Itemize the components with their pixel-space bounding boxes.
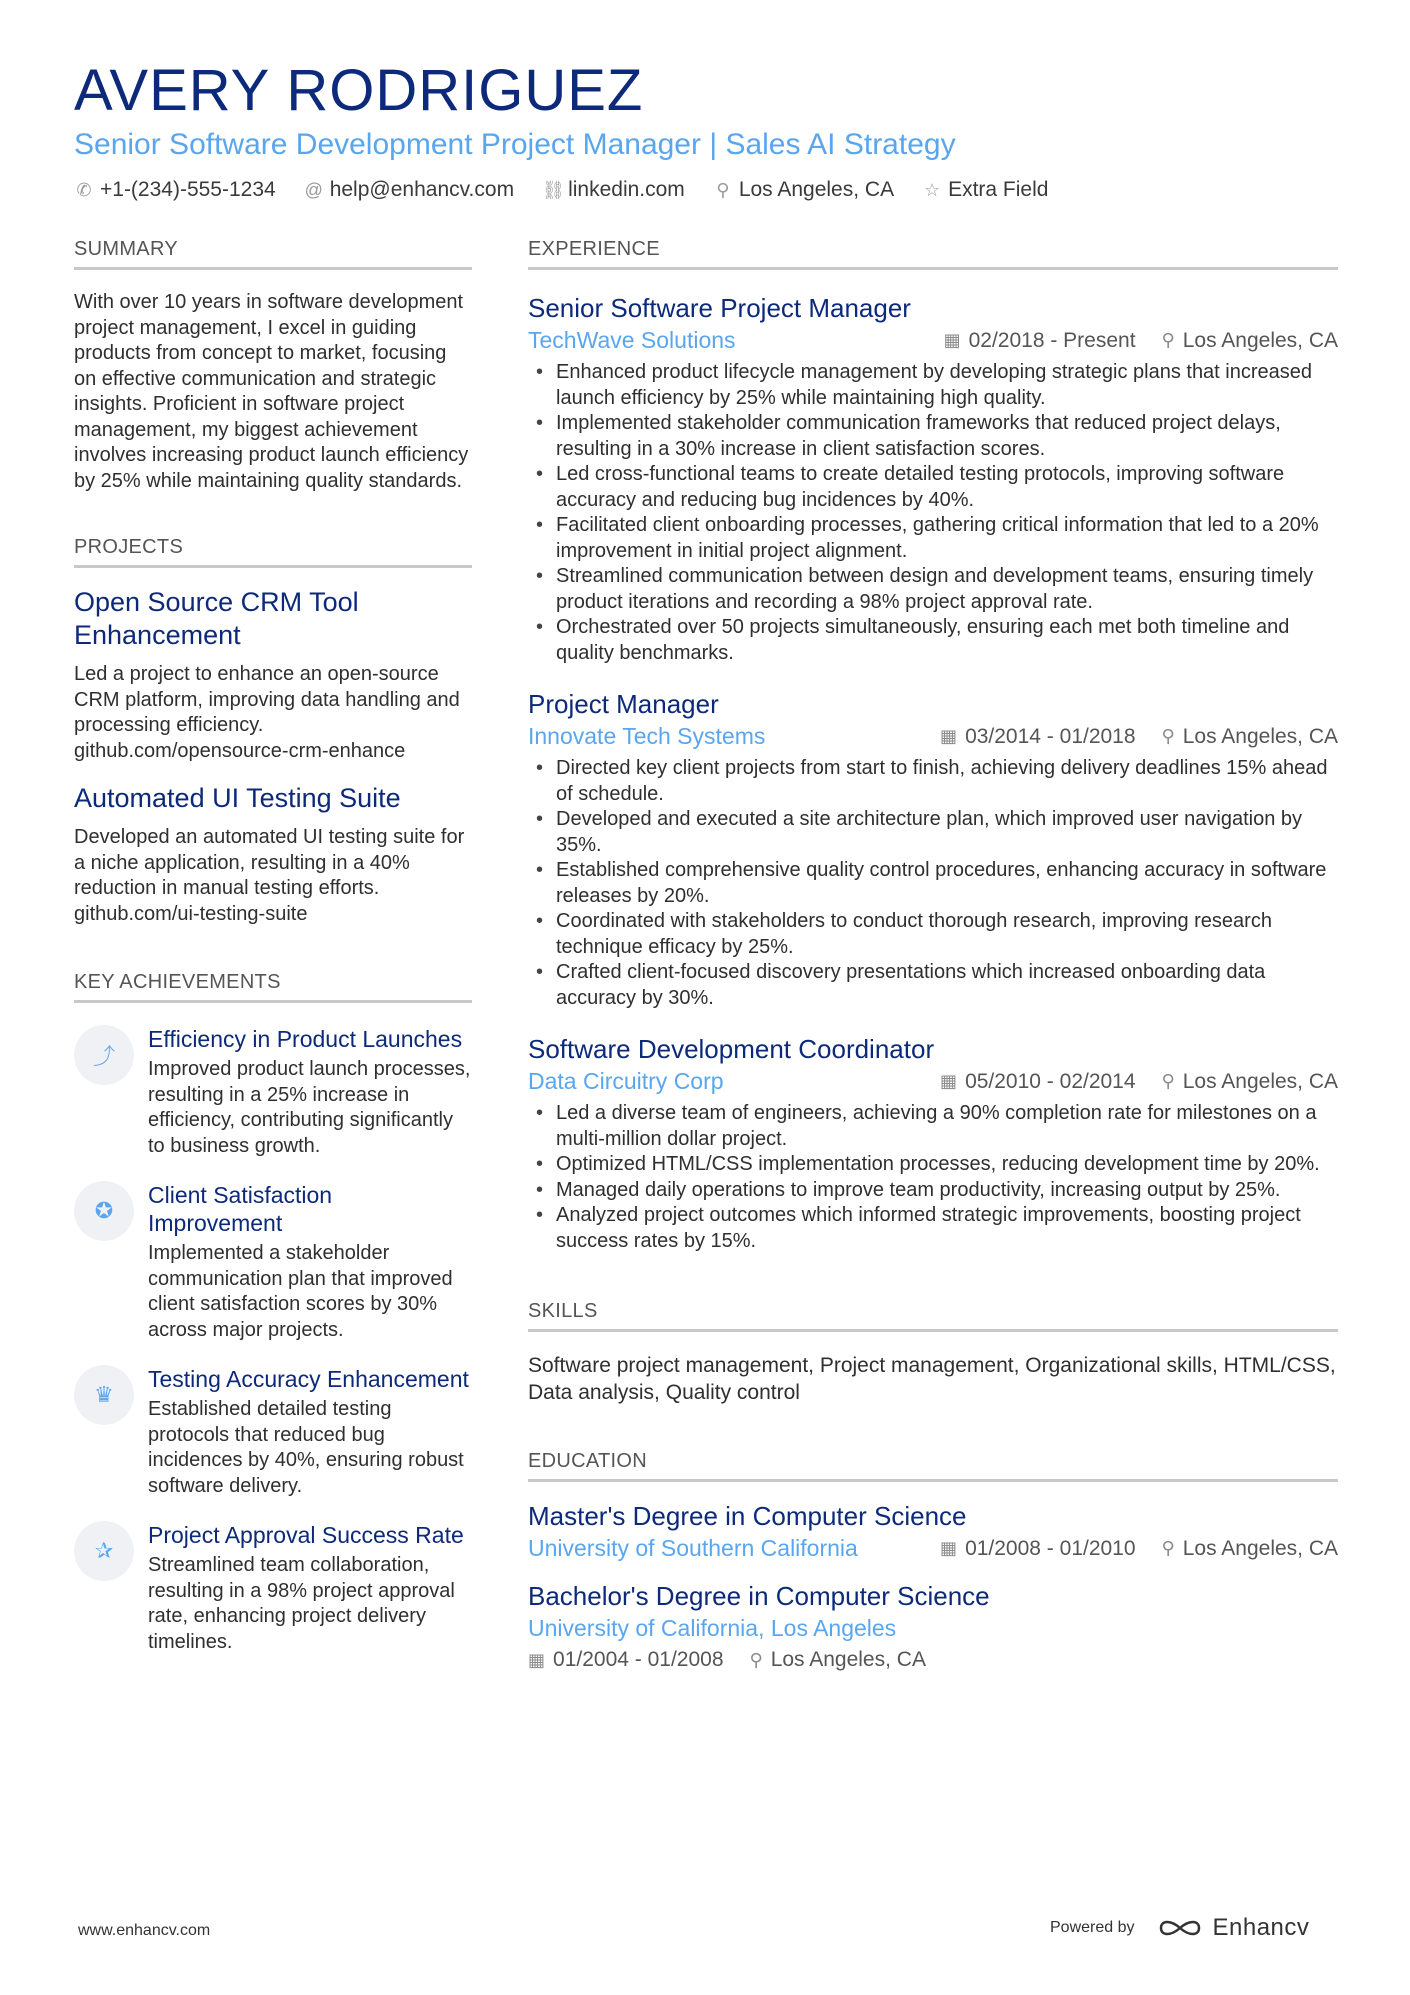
job-location: Los Angeles, CA: [1182, 724, 1338, 748]
project-title: Automated UI Testing Suite: [74, 783, 401, 813]
education-entry: [528, 1500, 1338, 1562]
contact-extra: [922, 178, 1048, 202]
list-item: • Orchestrated over 50 projects simultaneously, ensuring each met both timeline and quality benchmarks.: [528, 615, 1338, 666]
location-pin-icon: ⚲: [1161, 1538, 1175, 1558]
achievement-title: Project Approval Success Rate: [148, 1522, 464, 1548]
candidate-name: AVERY RODRIGUEZ: [74, 58, 644, 123]
job-dates: 03/2014 - 01/2018: [965, 724, 1136, 748]
job-dates: 02/2018 - Present: [968, 328, 1136, 352]
contact-extra-text: Extra Field: [948, 178, 1049, 201]
calendar-icon: ▦: [528, 1649, 546, 1670]
summary-text: With over 10 years in software development project management, I excel in guiding products from concept to market, focusing on effective communication and strategic insights. Proficient in software project management, my biggest achievement involves increasing product launch efficiency by 25% while maintaining quality standards.: [74, 291, 469, 492]
award-ribbon-icon: ✪: [74, 1181, 134, 1241]
footer-branding: [1050, 1914, 1309, 1942]
achievement-item: [74, 1365, 472, 1499]
project-description: Developed an automated UI testing suite for a niche application, resulting in a 40% reduction in manual testing efforts. github.com/ui-testing-suite: [74, 826, 465, 925]
achievement-item: [74, 1025, 472, 1159]
contact-location-text: Los Angeles, CA: [738, 178, 895, 201]
experience-section: [528, 238, 1338, 1254]
section-title-education: EDUCATION: [528, 1450, 1338, 1482]
headline: Senior Software Development Project Manager | Sales AI Strategy: [74, 128, 956, 161]
company-name: TechWave Solutions: [528, 327, 736, 353]
contact-email-text: help@enhancv.com: [329, 178, 515, 201]
list-item: • Analyzed project outcomes which informed strategic improvements, boosting project success rates by 15%.: [528, 1203, 1338, 1254]
skills-text: Software project management, Project management, Organizational skills, HTML/CSS, Data analysis, Quality control: [528, 1354, 1336, 1404]
list-item: • Facilitated client onboarding processes, gathering critical information that led to a 20% improvement in initial project alignment.: [528, 513, 1338, 564]
job-entry: [528, 1033, 1338, 1254]
contact-email[interactable]: [304, 178, 514, 202]
brand-logo[interactable]: [1157, 1914, 1310, 1942]
list-item: • Optimized HTML/CSS implementation processes, reducing development time by 20%.: [528, 1152, 1338, 1178]
location-pin-icon: ⚲: [1161, 726, 1175, 746]
trophy-icon: ♛: [74, 1365, 134, 1425]
trend-arrow-icon: ⤴: [74, 1025, 134, 1085]
school-name: University of California, Los Angeles: [528, 1615, 897, 1641]
skills-section: [528, 1300, 1338, 1406]
job-title: Senior Software Project Manager: [528, 293, 911, 323]
section-title-experience: EXPERIENCE: [528, 238, 1338, 270]
job-dates: 05/2010 - 02/2014: [965, 1069, 1136, 1093]
achievement-description: Improved product launch processes, resulting in a 25% increase in efficiency, contributing significantly to business growth.: [148, 1058, 471, 1157]
job-entry: [528, 292, 1338, 666]
project-title: Open Source CRM Tool Enhancement: [74, 587, 359, 650]
location-pin-icon: ⚲: [1161, 1071, 1175, 1091]
link-icon: ⛓: [542, 179, 565, 200]
achievement-description: Streamlined team collaboration, resulting in a 98% project approval rate, enhancing project delivery timelines.: [148, 1554, 455, 1653]
enhancv-logo-icon: [1157, 1916, 1203, 1940]
contact-phone-text: +1-(234)-555-1234: [100, 178, 276, 201]
achievement-description: Implemented a stakeholder communication plan that improved client satisfaction scores by 30% across major projects.: [148, 1242, 453, 1341]
achievement-description: Established detailed testing protocols that reduced bug incidences by 40%, ensuring robust software delivery.: [148, 1398, 464, 1497]
job-bullets: [528, 1101, 1338, 1254]
calendar-icon: ▦: [940, 1071, 958, 1091]
section-title-skills: SKILLS: [528, 1300, 1338, 1332]
achievement-item: [74, 1181, 472, 1343]
achievements-section: [74, 971, 472, 1655]
list-item: • Crafted client-focused discovery presentations which increased onboarding data accuracy by 30%.: [528, 960, 1338, 1011]
job-title: Software Development Coordinator: [528, 1034, 935, 1064]
calendar-icon: ▦: [943, 330, 961, 350]
job-location: Los Angeles, CA: [1182, 1069, 1338, 1093]
list-item: • Directed key client projects from start to finish, achieving delivery deadlines 15% ahead of schedule.: [528, 756, 1338, 807]
education-dates: 01/2004 - 01/2008: [553, 1648, 724, 1671]
project-item: [74, 586, 472, 764]
list-item: • Led a diverse team of engineers, achieving a 90% completion rate for milestones on a multi-million dollar project.: [528, 1101, 1338, 1152]
left-column: [74, 238, 472, 1655]
education-location: Los Angeles, CA: [770, 1648, 926, 1671]
job-bullets: [528, 360, 1338, 666]
footer-website[interactable]: www.enhancv.com: [78, 1922, 211, 1939]
achievement-title: Efficiency in Product Launches: [148, 1026, 463, 1052]
list-item: • Established comprehensive quality control procedures, enhancing accuracy in software releases by 20%.: [528, 858, 1338, 909]
list-item: • Streamlined communication between design and development teams, ensuring timely product iterations and recording a 98% project approval rate.: [528, 564, 1338, 615]
project-item: [74, 782, 472, 927]
phone-icon: ✆: [76, 179, 92, 200]
education-entry: [528, 1580, 1338, 1672]
degree-title: Master's Degree in Computer Science: [528, 1501, 967, 1531]
contact-bar: [74, 178, 1048, 202]
achievement-title: Testing Accuracy Enhancement: [148, 1366, 469, 1392]
powered-by-label: Powered by: [1050, 1919, 1135, 1936]
star-icon: ✰: [74, 1521, 134, 1581]
brand-name: Enhancv: [1212, 1914, 1310, 1941]
star-icon: ☆: [924, 179, 941, 200]
company-name: Innovate Tech Systems: [528, 723, 766, 749]
job-title: Project Manager: [528, 689, 719, 719]
at-icon: @: [304, 179, 323, 200]
right-column: [528, 238, 1338, 1672]
degree-title: Bachelor's Degree in Computer Science: [528, 1581, 990, 1611]
list-item: • Coordinated with stakeholders to conduct thorough research, improving research technique efficacy by 25%.: [528, 909, 1338, 960]
contact-linkedin[interactable]: [542, 178, 685, 202]
list-item: • Implemented stakeholder communication frameworks that reduced project delays, resulting in a 30% increase in client satisfaction scores.: [528, 411, 1338, 462]
location-pin-icon: ⚲: [1161, 330, 1175, 350]
company-name: Data Circuitry Corp: [528, 1068, 724, 1094]
list-item: • Developed and executed a site architecture plan, which improved user navigation by 35%.: [528, 807, 1338, 858]
job-bullets: [528, 756, 1338, 1011]
section-title-projects: PROJECTS: [74, 536, 472, 568]
location-pin-icon: ⚲: [749, 1649, 763, 1670]
list-item: • Enhanced product lifecycle management by developing strategic plans that increased launch efficiency by 25% while maintaining high quality.: [528, 360, 1338, 411]
section-title-summary: SUMMARY: [74, 238, 472, 270]
contact-phone[interactable]: [74, 178, 276, 202]
calendar-icon: ▦: [940, 1538, 958, 1558]
list-item: • Led cross-functional teams to create detailed testing protocols, improving software accuracy and reducing bug incidences by 40%.: [528, 462, 1338, 513]
school-name: University of Southern California: [528, 1535, 858, 1561]
achievement-title: Client Satisfaction Improvement: [148, 1182, 333, 1236]
education-dates: 01/2008 - 01/2010: [965, 1536, 1136, 1560]
summary-section: [74, 238, 472, 494]
calendar-icon: ▦: [940, 726, 958, 746]
contact-location: [713, 178, 894, 202]
section-title-achievements: KEY ACHIEVEMENTS: [74, 971, 472, 1003]
project-description: Led a project to enhance an open-source CRM platform, improving data handling and processing efficiency. github.com/opensource-crm-enhance: [74, 663, 460, 762]
list-item: • Managed daily operations to improve team productivity, increasing output by 25%.: [528, 1178, 1338, 1204]
contact-linkedin-text: linkedin.com: [568, 178, 685, 201]
job-location: Los Angeles, CA: [1182, 328, 1338, 352]
education-section: [528, 1450, 1338, 1672]
projects-section: [74, 536, 472, 927]
location-pin-icon: ⚲: [716, 179, 730, 200]
job-entry: [528, 688, 1338, 1011]
education-location: Los Angeles, CA: [1182, 1536, 1338, 1560]
achievement-item: [74, 1521, 472, 1655]
